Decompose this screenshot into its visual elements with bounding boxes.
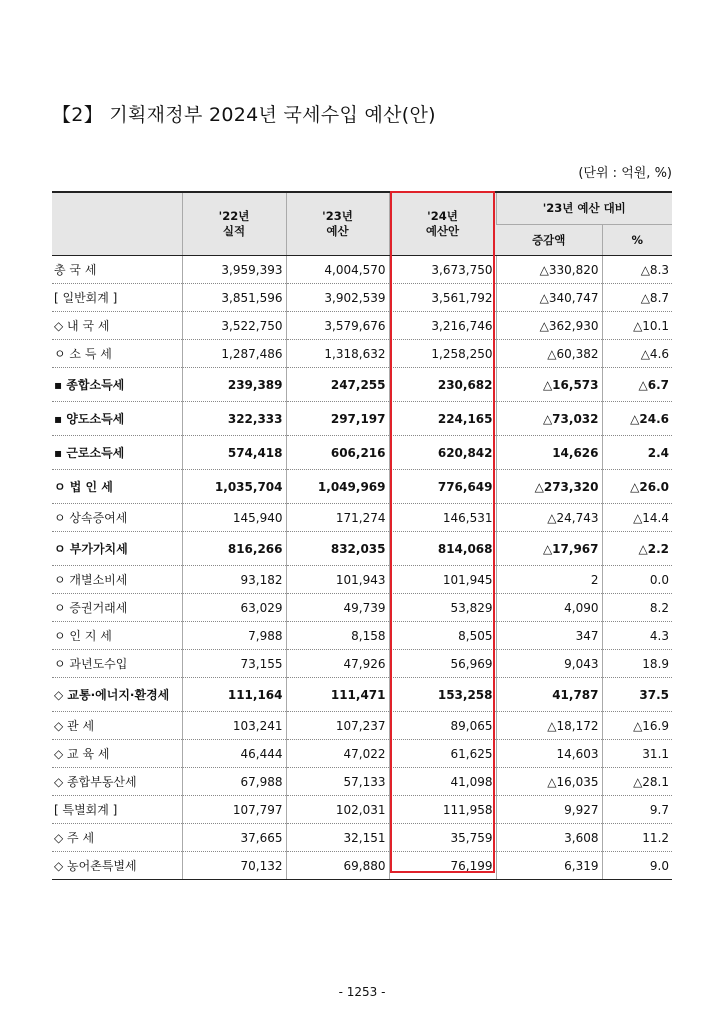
page-number: - 1253 - <box>338 985 386 999</box>
header-24-proposal <box>389 192 496 256</box>
cell-22-actual: 239,389 <box>182 368 286 402</box>
cell-24-proposal: 3,561,792 <box>389 284 496 312</box>
cell-diff: 14,626 <box>496 436 602 470</box>
cell-24-proposal: 53,829 <box>389 594 496 622</box>
cell-diff: △17,967 <box>496 532 602 566</box>
cell-pct: 2.4 <box>602 436 672 470</box>
cell-pct: △2.2 <box>602 532 672 566</box>
cell-pct: △16.9 <box>602 712 672 740</box>
table-row <box>52 824 672 852</box>
cell-24-proposal: 56,969 <box>389 650 496 678</box>
cell-diff: 2 <box>496 566 602 594</box>
row-label: [ 특별회계 ] <box>52 796 182 824</box>
table-row <box>52 852 672 880</box>
cell-23-budget: 8,158 <box>286 622 389 650</box>
cell-23-budget: 111,471 <box>286 678 389 712</box>
header-category <box>52 192 182 256</box>
cell-22-actual: 93,182 <box>182 566 286 594</box>
row-label: ◇ 농어촌특별세 <box>52 852 182 880</box>
header-23-budget <box>286 192 389 256</box>
cell-24-proposal: 101,945 <box>389 566 496 594</box>
table-row <box>52 768 672 796</box>
cell-24-proposal: 1,258,250 <box>389 340 496 368</box>
cell-22-actual: 107,797 <box>182 796 286 824</box>
row-label: 총 국 세 <box>52 256 182 284</box>
table-body <box>52 256 672 880</box>
cell-23-budget: 102,031 <box>286 796 389 824</box>
cell-pct: 37.5 <box>602 678 672 712</box>
table-row <box>52 368 672 402</box>
row-label: ㅇ 개별소비세 <box>52 566 182 594</box>
table-row <box>52 312 672 340</box>
cell-22-actual: 67,988 <box>182 768 286 796</box>
cell-22-actual: 3,522,750 <box>182 312 286 340</box>
cell-pct: 4.3 <box>602 622 672 650</box>
cell-22-actual: 73,155 <box>182 650 286 678</box>
cell-23-budget: 69,880 <box>286 852 389 880</box>
cell-23-budget: 247,255 <box>286 368 389 402</box>
cell-23-budget: 171,274 <box>286 504 389 532</box>
cell-diff: 347 <box>496 622 602 650</box>
row-label: ◇ 관 세 <box>52 712 182 740</box>
page-title: 【2】 기획재정부 2024년 국세수입 예산(안) <box>52 104 436 126</box>
row-label: ◇ 교 육 세 <box>52 740 182 768</box>
cell-24-proposal: 814,068 <box>389 532 496 566</box>
cell-diff: 3,608 <box>496 824 602 852</box>
cell-22-actual: 37,665 <box>182 824 286 852</box>
cell-24-proposal: 61,625 <box>389 740 496 768</box>
row-label: ◇ 종합부동산세 <box>52 768 182 796</box>
header-pct: % <box>602 225 672 256</box>
cell-diff: 9,043 <box>496 650 602 678</box>
row-label: ㅇ 법 인 세 <box>52 470 182 504</box>
tax-revenue-table <box>52 191 672 880</box>
cell-22-actual: 46,444 <box>182 740 286 768</box>
cell-23-budget: 1,049,969 <box>286 470 389 504</box>
row-label: ▪ 양도소득세 <box>52 402 182 436</box>
cell-pct: 18.9 <box>602 650 672 678</box>
table-row <box>52 712 672 740</box>
table-row <box>52 402 672 436</box>
cell-pct: △8.7 <box>602 284 672 312</box>
row-label: ㅇ 과년도수입 <box>52 650 182 678</box>
cell-22-actual: 816,266 <box>182 532 286 566</box>
table-row <box>52 740 672 768</box>
table-row <box>52 470 672 504</box>
header-diff: 증감액 <box>496 225 602 256</box>
cell-22-actual: 3,959,393 <box>182 256 286 284</box>
cell-22-actual: 1,287,486 <box>182 340 286 368</box>
cell-24-proposal: 111,958 <box>389 796 496 824</box>
header-22-label: 실적 <box>222 224 246 238</box>
cell-22-actual: 103,241 <box>182 712 286 740</box>
cell-pct: △10.1 <box>602 312 672 340</box>
cell-23-budget: 1,318,632 <box>286 340 389 368</box>
cell-pct: △8.3 <box>602 256 672 284</box>
cell-pct: △28.1 <box>602 768 672 796</box>
row-label: ㅇ 상속증여세 <box>52 504 182 532</box>
cell-24-proposal: 620,842 <box>389 436 496 470</box>
cell-24-proposal: 230,682 <box>389 368 496 402</box>
cell-24-proposal: 146,531 <box>389 504 496 532</box>
header-23-year: '23년 <box>322 209 353 223</box>
cell-diff: △73,032 <box>496 402 602 436</box>
cell-23-budget: 107,237 <box>286 712 389 740</box>
cell-22-actual: 574,418 <box>182 436 286 470</box>
header-24-label: 예산안 <box>425 224 460 238</box>
cell-23-budget: 57,133 <box>286 768 389 796</box>
row-label: ◇ 주 세 <box>52 824 182 852</box>
table-row <box>52 650 672 678</box>
table-row <box>52 594 672 622</box>
header-22-year: '22년 <box>218 209 250 223</box>
table-row <box>52 284 672 312</box>
row-label: ◇ 내 국 세 <box>52 312 182 340</box>
cell-diff: 9,927 <box>496 796 602 824</box>
unit-label: (단위 : 억원, %) <box>578 166 672 181</box>
cell-diff: △24,743 <box>496 504 602 532</box>
cell-diff: 4,090 <box>496 594 602 622</box>
cell-24-proposal: 3,673,750 <box>389 256 496 284</box>
cell-diff: △18,172 <box>496 712 602 740</box>
cell-24-proposal: 76,199 <box>389 852 496 880</box>
table-header <box>52 192 672 256</box>
table-row <box>52 532 672 566</box>
row-label: ◇ 교통·에너지·환경세 <box>52 678 182 712</box>
table-row <box>52 622 672 650</box>
cell-diff: 14,603 <box>496 740 602 768</box>
cell-24-proposal: 3,216,746 <box>389 312 496 340</box>
cell-23-budget: 101,943 <box>286 566 389 594</box>
cell-24-proposal: 89,065 <box>389 712 496 740</box>
cell-diff: 6,319 <box>496 852 602 880</box>
header-group-vs-23: '23년 예산 대비 <box>496 192 672 225</box>
cell-pct: 9.7 <box>602 796 672 824</box>
cell-pct: △6.7 <box>602 368 672 402</box>
table-row <box>52 504 672 532</box>
cell-diff: 41,787 <box>496 678 602 712</box>
cell-diff: △340,747 <box>496 284 602 312</box>
cell-diff: △16,035 <box>496 768 602 796</box>
cell-23-budget: 47,022 <box>286 740 389 768</box>
table-row <box>52 796 672 824</box>
header-22-actual <box>182 192 286 256</box>
row-label: ㅇ 인 지 세 <box>52 622 182 650</box>
cell-diff: △273,320 <box>496 470 602 504</box>
cell-23-budget: 47,926 <box>286 650 389 678</box>
tax-revenue-table-container <box>52 191 672 880</box>
table-row <box>52 566 672 594</box>
cell-24-proposal: 41,098 <box>389 768 496 796</box>
cell-24-proposal: 35,759 <box>389 824 496 852</box>
cell-diff: △60,382 <box>496 340 602 368</box>
cell-23-budget: 832,035 <box>286 532 389 566</box>
cell-22-actual: 322,333 <box>182 402 286 436</box>
cell-pct: 31.1 <box>602 740 672 768</box>
cell-23-budget: 3,902,539 <box>286 284 389 312</box>
cell-24-proposal: 153,258 <box>389 678 496 712</box>
cell-23-budget: 606,216 <box>286 436 389 470</box>
cell-pct: 11.2 <box>602 824 672 852</box>
cell-24-proposal: 224,165 <box>389 402 496 436</box>
cell-23-budget: 49,739 <box>286 594 389 622</box>
header-24-year: '24년 <box>427 209 458 223</box>
row-label: ㅇ 소 득 세 <box>52 340 182 368</box>
cell-pct: △24.6 <box>602 402 672 436</box>
row-label: ▪ 종합소득세 <box>52 368 182 402</box>
cell-23-budget: 4,004,570 <box>286 256 389 284</box>
cell-22-actual: 1,035,704 <box>182 470 286 504</box>
table-row <box>52 256 672 284</box>
cell-24-proposal: 776,649 <box>389 470 496 504</box>
cell-diff: △362,930 <box>496 312 602 340</box>
cell-pct: △14.4 <box>602 504 672 532</box>
row-label: ㅇ 부가가치세 <box>52 532 182 566</box>
cell-pct: △4.6 <box>602 340 672 368</box>
row-label: ▪ 근로소득세 <box>52 436 182 470</box>
cell-diff: △16,573 <box>496 368 602 402</box>
row-label: [ 일반회계 ] <box>52 284 182 312</box>
cell-23-budget: 3,579,676 <box>286 312 389 340</box>
cell-22-actual: 7,988 <box>182 622 286 650</box>
cell-22-actual: 70,132 <box>182 852 286 880</box>
cell-23-budget: 297,197 <box>286 402 389 436</box>
cell-pct: 8.2 <box>602 594 672 622</box>
table-row <box>52 340 672 368</box>
cell-diff: △330,820 <box>496 256 602 284</box>
cell-pct: 0.0 <box>602 566 672 594</box>
cell-pct: 9.0 <box>602 852 672 880</box>
cell-24-proposal: 8,505 <box>389 622 496 650</box>
cell-22-actual: 63,029 <box>182 594 286 622</box>
cell-pct: △26.0 <box>602 470 672 504</box>
row-label: ㅇ 증권거래세 <box>52 594 182 622</box>
cell-22-actual: 3,851,596 <box>182 284 286 312</box>
cell-23-budget: 32,151 <box>286 824 389 852</box>
table-row <box>52 678 672 712</box>
cell-22-actual: 111,164 <box>182 678 286 712</box>
table-row <box>52 436 672 470</box>
cell-22-actual: 145,940 <box>182 504 286 532</box>
header-23-label: 예산 <box>326 224 349 238</box>
